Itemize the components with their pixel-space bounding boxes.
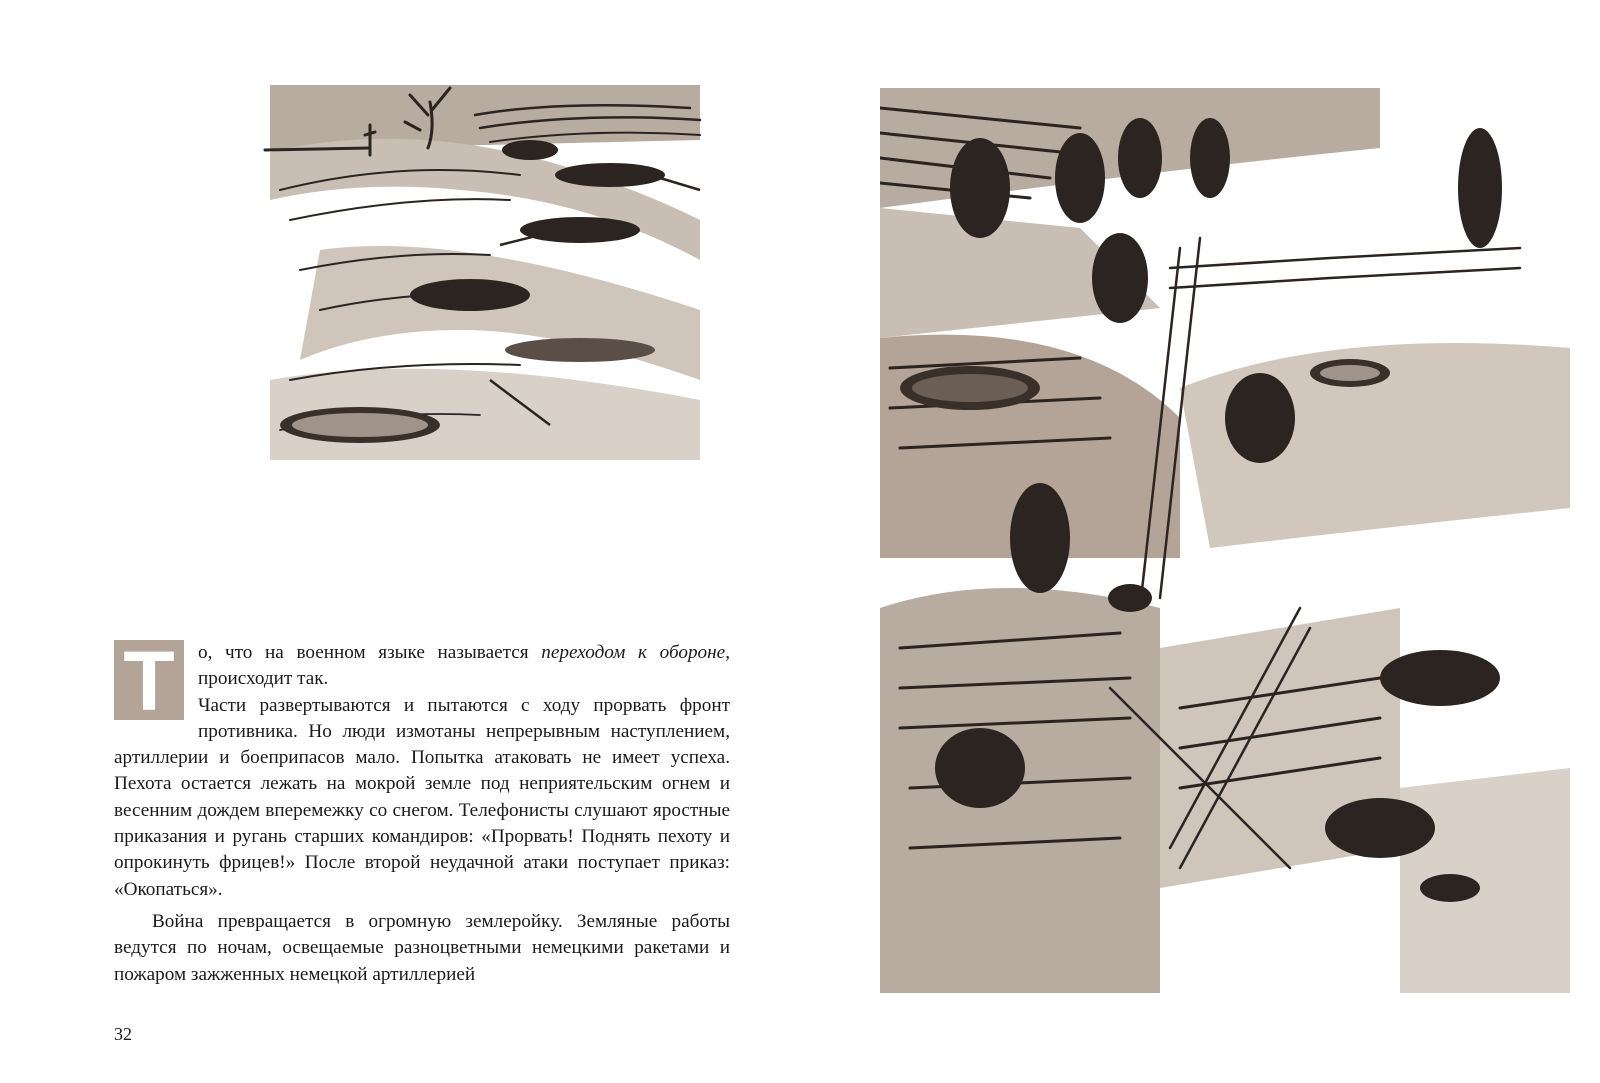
paragraph-1-start: о, что на военном языке называется xyxy=(198,642,542,663)
illustration-assault-scene-drawing xyxy=(880,88,1570,993)
illustration-crawling-soldiers xyxy=(260,80,730,470)
paragraph-1 xyxy=(114,640,730,693)
paragraph-2: Части развертываются и пытаются с ходу прорвать фронт противника. Но люди измотаны непрерывным наступлением, артиллерии и боеприпасов мало. Попытка атаковать не имеет успеха. Пехота остается лежать на мокрой земле под неприятельским огнем и весенним дождем вперемежку со снегом. Телефонисты слушают яростные приказания и ругань старших командиров: «Прорвать! Поднять пехоту и опрокинуть фрицев!» После второй неудачной атаки поступает приказ: «Окопаться». xyxy=(114,694,730,900)
illustration-assault-scene xyxy=(880,88,1570,993)
paragraph-3: Война превращается в огромную землеройку. Земляные работы ведутся по ночам, освещаемые разноцветными немецкими ракетами и пожаром зажженных немецкой артиллерией xyxy=(114,910,730,985)
body-text xyxy=(114,634,730,988)
drop-cap: Т xyxy=(114,640,184,720)
paragraph-1-emphasis: переходом к обороне xyxy=(541,642,726,663)
page-number: 32 xyxy=(114,1024,132,1044)
paragraph-1-end: , происходит так. xyxy=(198,642,730,690)
illustration-crawling-soldiers-drawing xyxy=(260,80,730,470)
